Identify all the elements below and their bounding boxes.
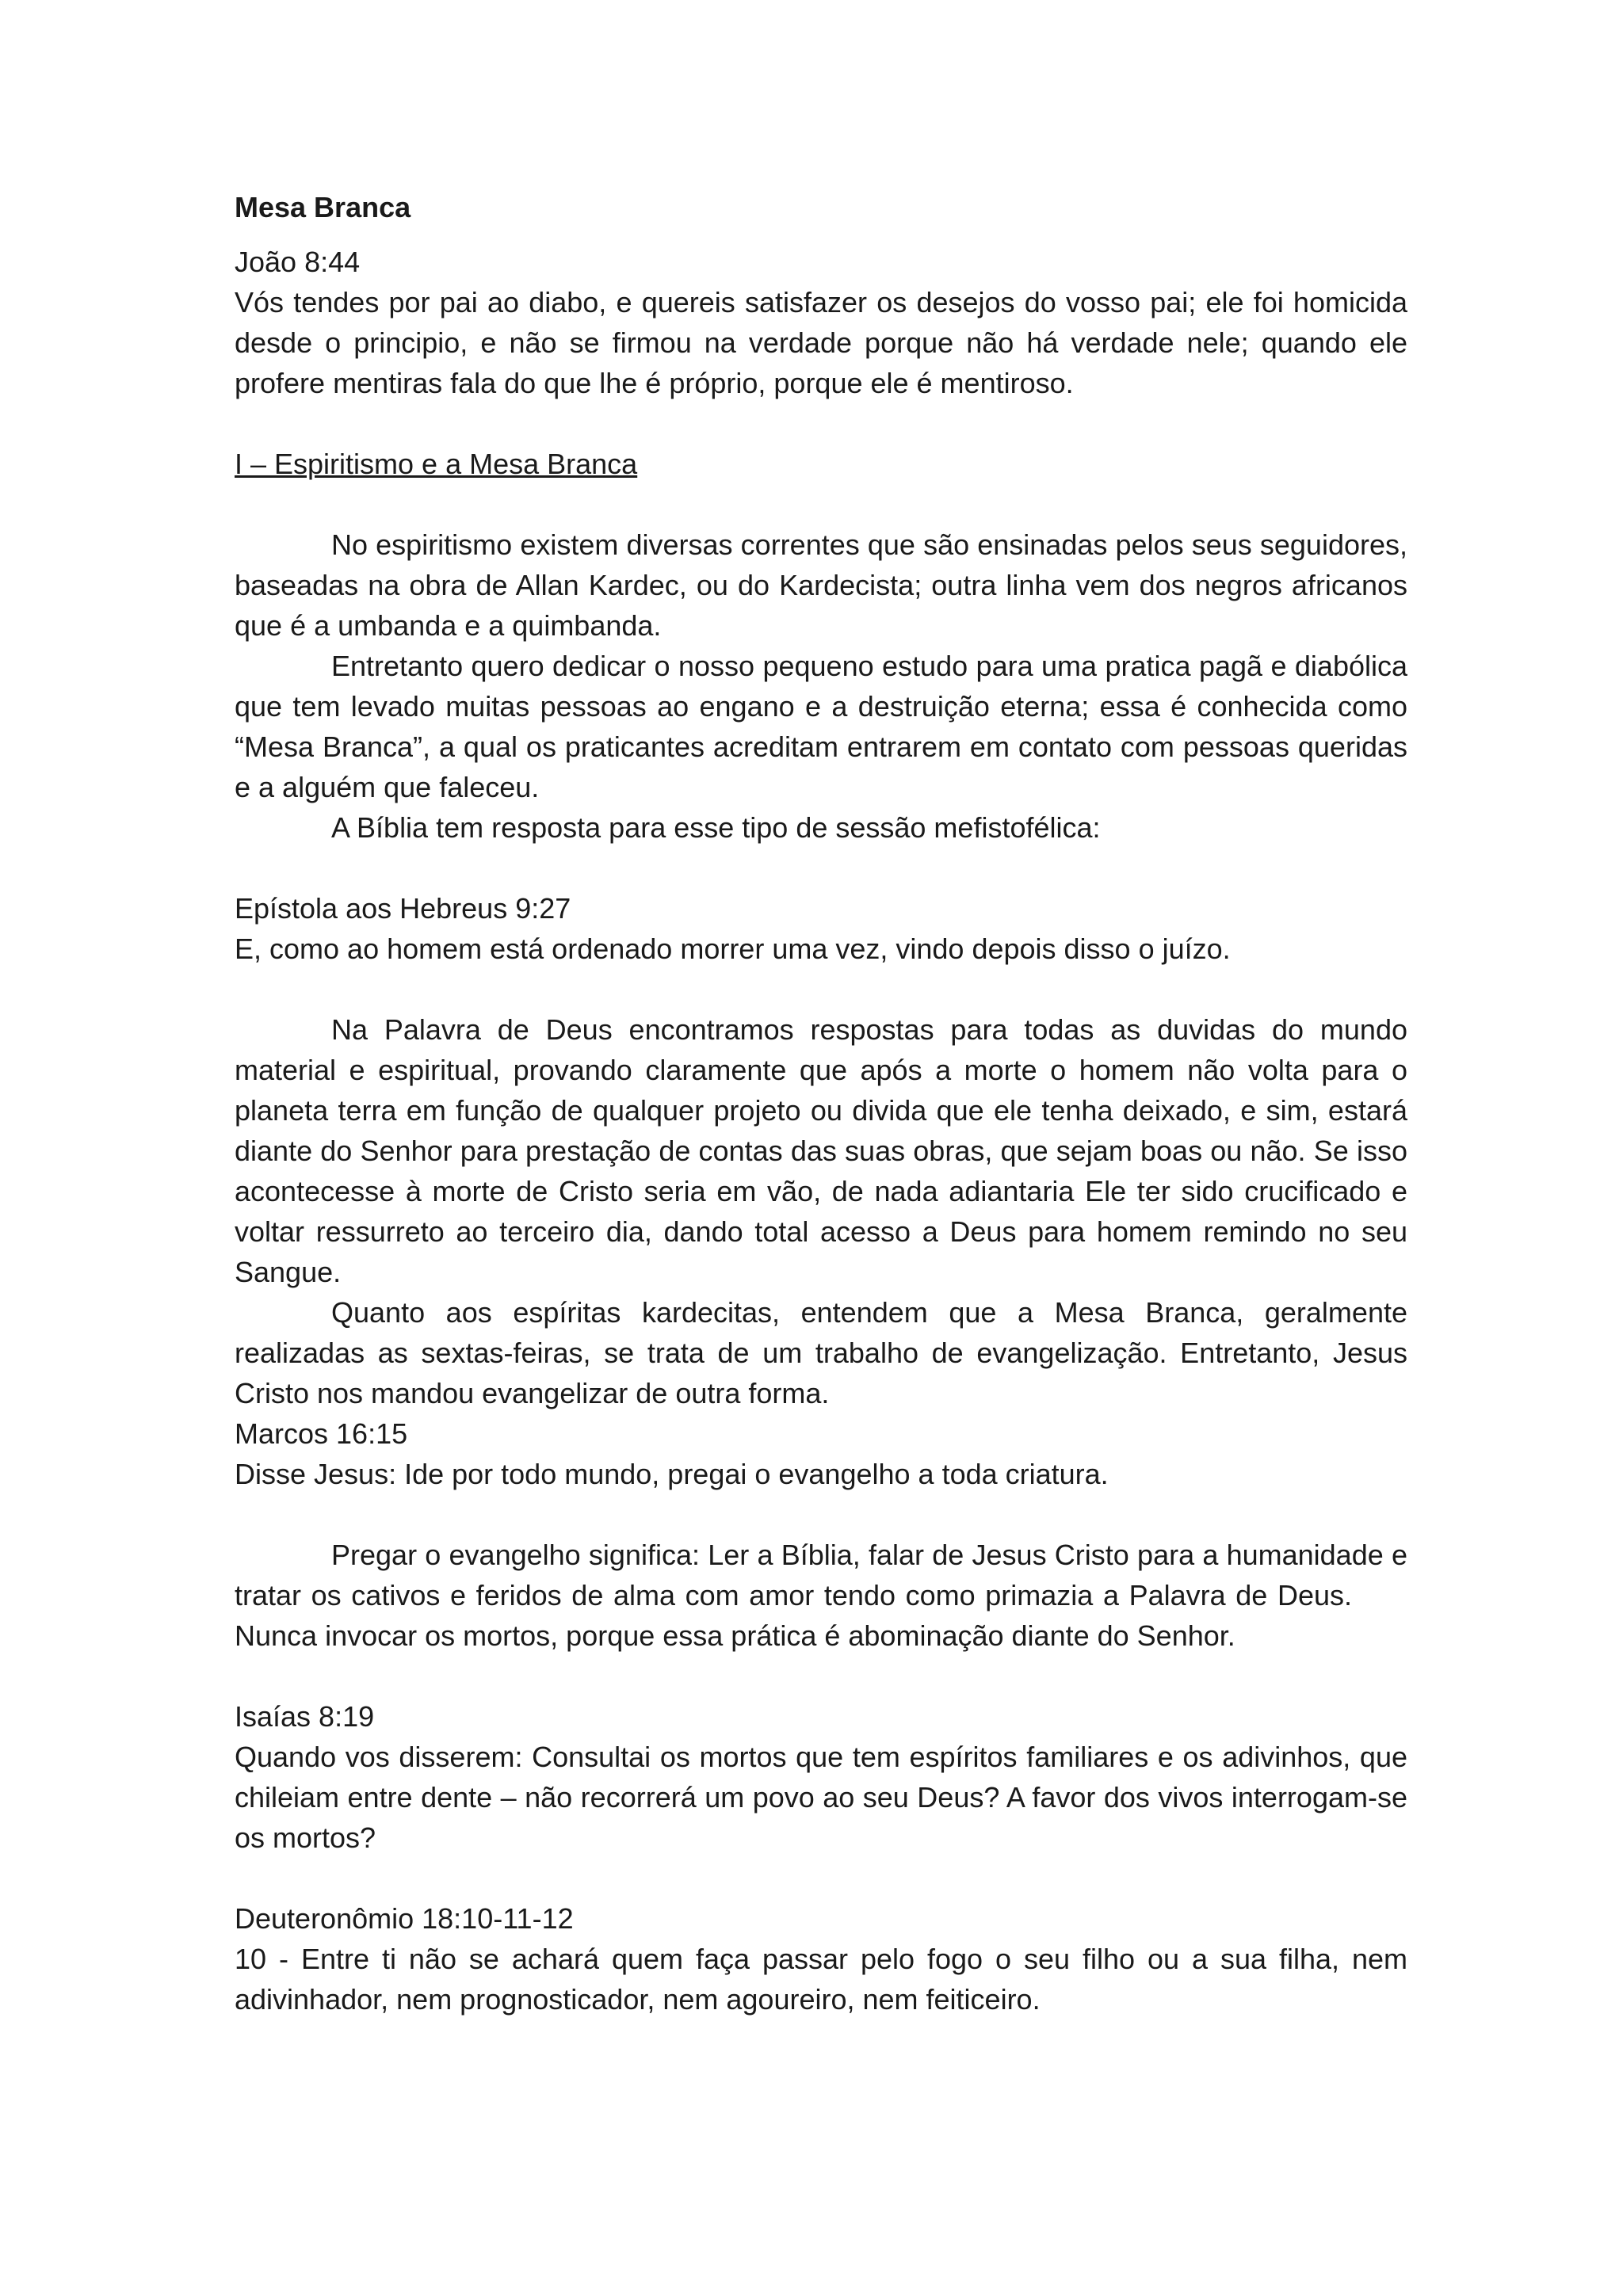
document-title: Mesa Branca bbox=[235, 191, 411, 223]
paragraph-6 bbox=[235, 1535, 1407, 1656]
spacer bbox=[235, 969, 1407, 1009]
paragraph-1: No espiritismo existem diversas correntes que são ensinadas pelos seus seguidores, baseadas na obra de Allan Kardec, ou do Kardecista; outra linha vem dos negros africanos que é a umbanda e a quimbanda. bbox=[235, 528, 1407, 642]
spacer bbox=[235, 1494, 1407, 1535]
paragraph-5: Quanto aos espíritas kardecitas, entendem que a Mesa Branca, geralmente realizadas as sextas-feiras, se trata de um trabalho de evangelização. Entretanto, Jesus Cristo nos mandou evangelizar de outra forma. bbox=[235, 1296, 1407, 1409]
spacer bbox=[235, 1858, 1407, 1898]
verse-reference-hebreus: Epístola aos Hebreus 9:27 bbox=[235, 892, 571, 925]
paragraph-6-part-1: Pregar o evangelho significa: Ler a Bíblia, falar de Jesus Cristo para a humanidade e tratar os cativos e feridos de alma com amor tendo como primazia a Palavra de Deus. bbox=[235, 1539, 1407, 1611]
verse-text-hebreus: E, como ao homem está ordenado morrer uma vez, vindo depois disso o juízo. bbox=[235, 933, 1231, 965]
spacer bbox=[235, 403, 1407, 444]
paragraph-6-part-2: Nunca invocar os mortos, porque essa prática é abominação diante do Senhor. bbox=[235, 1619, 1235, 1652]
verse-text-isaias: Quando vos disserem: Consultai os mortos que tem espíritos familiares e os adivinhos, que chileiam entre dente – não recorrerá um povo ao seu Deus? A favor dos vivos interrogam-se os mortos? bbox=[235, 1741, 1407, 1854]
paragraph-4: Na Palavra de Deus encontramos respostas para todas as duvidas do mundo material e espiritual, provando claramente que após a morte o homem não volta para o planeta terra em função de qualquer projeto ou divida que ele tenha deixado, e sim, estará diante do Senhor para prestação de contas das suas obras, que sejam boas ou não. Se isso acontecesse à morte de Cristo seria em vão, de nada adiantaria Ele ter sido crucificado e voltar ressurreto ao terceiro dia, dando total acesso a Deus para homem remindo no seu Sangue. bbox=[235, 1013, 1407, 1288]
verse-text-marcos: Disse Jesus: Ide por todo mundo, pregai o evangelho a toda criatura. bbox=[235, 1458, 1109, 1490]
document-page bbox=[235, 187, 1407, 2019]
verse-reference-deuteronomio: Deuteronômio 18:10-11-12 bbox=[235, 1902, 574, 1935]
verse-reference-marcos: Marcos 16:15 bbox=[235, 1417, 408, 1450]
verse-text-joao: Vós tendes por pai ao diabo, e quereis satisfazer os desejos do vosso pai; ele foi homicida desde o principio, e não se firmou na verdade porque não há verdade nele; quando ele profere mentiras fala do que lhe é próprio, porque ele é mentiroso. bbox=[235, 286, 1407, 399]
spacer bbox=[235, 484, 1407, 524]
verse-text-deuteronomio: 10 - Entre ti não se achará quem faça passar pelo fogo o seu filho ou a sua filha, nem adivinhador, nem prognosticador, nem agoureiro, nem feiticeiro. bbox=[235, 1943, 1407, 2016]
spacer bbox=[235, 1656, 1407, 1696]
paragraph-3: A Bíblia tem resposta para esse tipo de sessão mefistofélica: bbox=[331, 811, 1101, 844]
spacer bbox=[235, 848, 1407, 888]
paragraph-2: Entretanto quero dedicar o nosso pequeno estudo para uma pratica pagã e diabólica que tem levado muitas pessoas ao engano e a destruição eterna; essa é conhecida como “Mesa Branca”, a qual os praticantes acreditam entrarem em contato com pessoas queridas e a alguém que faleceu. bbox=[235, 650, 1407, 803]
verse-reference-isaias: Isaías 8:19 bbox=[235, 1700, 375, 1733]
verse-reference-joao: João 8:44 bbox=[235, 246, 361, 278]
section-heading: I – Espiritismo e a Mesa Branca bbox=[235, 448, 638, 480]
